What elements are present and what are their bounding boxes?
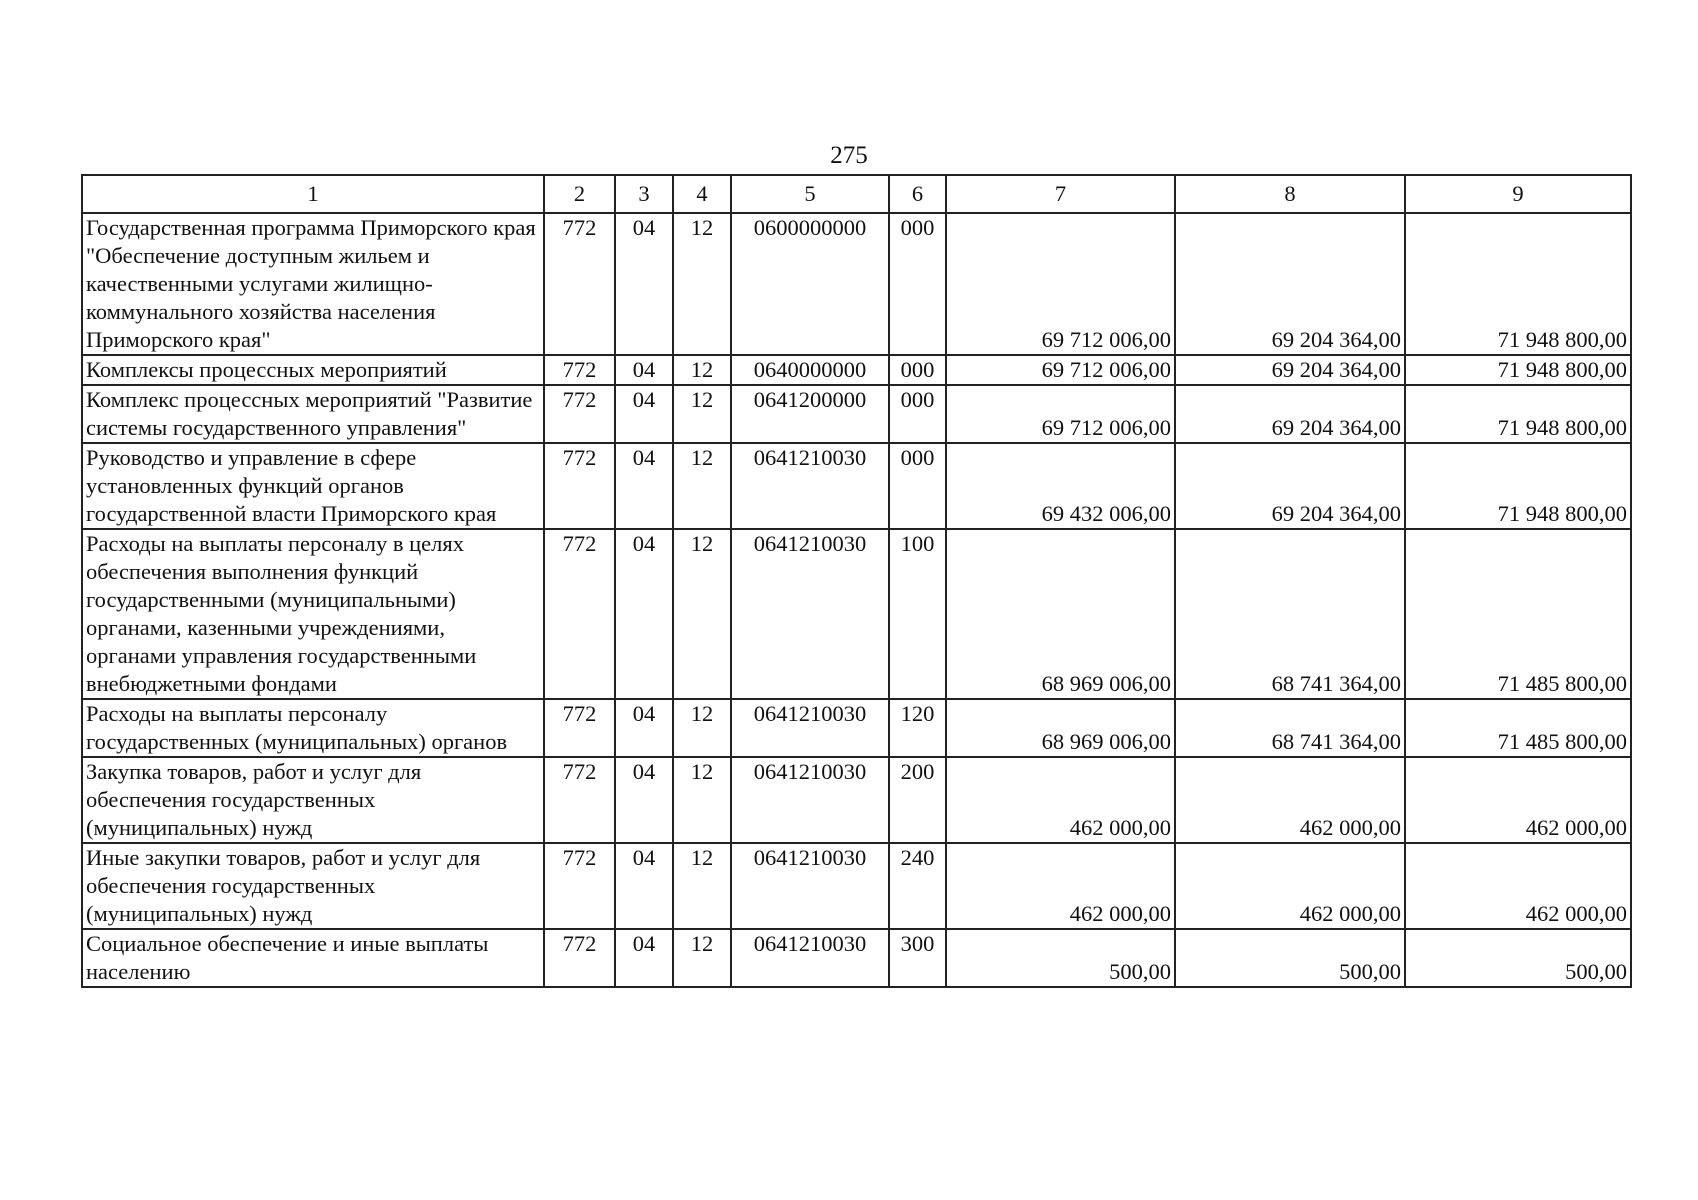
cell-col-3: 04 bbox=[615, 213, 673, 355]
cell-col-6: 000 bbox=[889, 443, 946, 529]
cell-col-3: 04 bbox=[615, 529, 673, 699]
table-row bbox=[82, 355, 1631, 385]
cell-col-6: 100 bbox=[889, 529, 946, 699]
cell-col-3: 04 bbox=[615, 929, 673, 987]
column-header: 3 bbox=[615, 175, 673, 213]
cell-col-4: 12 bbox=[673, 929, 731, 987]
cell-col-7: 69 712 006,00 bbox=[946, 385, 1175, 443]
cell-col-9: 462 000,00 bbox=[1405, 757, 1631, 843]
cell-col-3: 04 bbox=[615, 355, 673, 385]
table-row bbox=[82, 529, 1631, 699]
cell-col-7: 500,00 bbox=[946, 929, 1175, 987]
column-header: 6 bbox=[889, 175, 946, 213]
cell-col-2: 772 bbox=[544, 213, 615, 355]
page-number: 275 bbox=[830, 142, 868, 169]
cell-col-6: 200 bbox=[889, 757, 946, 843]
cell-col-9: 71 948 800,00 bbox=[1405, 355, 1631, 385]
cell-col-6: 000 bbox=[889, 355, 946, 385]
cell-col-5: 0600000000 bbox=[731, 213, 889, 355]
cell-col-2: 772 bbox=[544, 699, 615, 757]
cell-col-4: 12 bbox=[673, 355, 731, 385]
cell-col-8: 500,00 bbox=[1175, 929, 1405, 987]
cell-col-2: 772 bbox=[544, 843, 615, 929]
cell-col-6: 120 bbox=[889, 699, 946, 757]
cell-col-7: 69 712 006,00 bbox=[946, 213, 1175, 355]
budget-table bbox=[81, 174, 1632, 988]
cell-col-4: 12 bbox=[673, 443, 731, 529]
cell-col-3: 04 bbox=[615, 757, 673, 843]
cell-col-9: 71 485 800,00 bbox=[1405, 699, 1631, 757]
column-header: 7 bbox=[946, 175, 1175, 213]
cell-col-9: 500,00 bbox=[1405, 929, 1631, 987]
cell-col-3: 04 bbox=[615, 385, 673, 443]
cell-col-8: 69 204 364,00 bbox=[1175, 443, 1405, 529]
cell-col-2: 772 bbox=[544, 929, 615, 987]
column-header: 1 bbox=[82, 175, 544, 213]
cell-col-3: 04 bbox=[615, 699, 673, 757]
column-header: 5 bbox=[731, 175, 889, 213]
cell-col-5: 0641210030 bbox=[731, 757, 889, 843]
row-name: Государственная программа Приморского края "Обеспечение доступным жильем и качественными услугами жилищно-коммунального хозяйства населения Приморского края" bbox=[82, 213, 544, 355]
cell-col-7: 69 712 006,00 bbox=[946, 355, 1175, 385]
column-header: 2 bbox=[544, 175, 615, 213]
cell-col-9: 462 000,00 bbox=[1405, 843, 1631, 929]
cell-col-2: 772 bbox=[544, 443, 615, 529]
row-name: Комплекс процессных мероприятий "Развитие системы государственного управления" bbox=[82, 385, 544, 443]
table-row bbox=[82, 929, 1631, 987]
cell-col-8: 68 741 364,00 bbox=[1175, 699, 1405, 757]
cell-col-3: 04 bbox=[615, 443, 673, 529]
cell-col-7: 69 432 006,00 bbox=[946, 443, 1175, 529]
cell-col-5: 0640000000 bbox=[731, 355, 889, 385]
table-row bbox=[82, 699, 1631, 757]
table-row bbox=[82, 385, 1631, 443]
row-name: Расходы на выплаты персоналу государственных (муниципальных) органов bbox=[82, 699, 544, 757]
cell-col-6: 000 bbox=[889, 385, 946, 443]
cell-col-6: 000 bbox=[889, 213, 946, 355]
cell-col-4: 12 bbox=[673, 757, 731, 843]
cell-col-3: 04 bbox=[615, 843, 673, 929]
cell-col-9: 71 485 800,00 bbox=[1405, 529, 1631, 699]
row-name: Социальное обеспечение и иные выплаты населению bbox=[82, 929, 544, 987]
cell-col-2: 772 bbox=[544, 355, 615, 385]
cell-col-2: 772 bbox=[544, 529, 615, 699]
table-row bbox=[82, 213, 1631, 355]
table-header-row bbox=[82, 175, 1631, 213]
cell-col-8: 68 741 364,00 bbox=[1175, 529, 1405, 699]
cell-col-9: 71 948 800,00 bbox=[1405, 443, 1631, 529]
cell-col-5: 0641210030 bbox=[731, 443, 889, 529]
row-name: Комплексы процессных мероприятий bbox=[82, 355, 544, 385]
row-name: Руководство и управление в сфере установленных функций органов государственной власти Приморского края bbox=[82, 443, 544, 529]
row-name: Иные закупки товаров, работ и услуг для обеспечения государственных (муниципальных) нужд bbox=[82, 843, 544, 929]
cell-col-7: 68 969 006,00 bbox=[946, 699, 1175, 757]
cell-col-4: 12 bbox=[673, 699, 731, 757]
row-name: Закупка товаров, работ и услуг для обеспечения государственных (муниципальных) нужд bbox=[82, 757, 544, 843]
cell-col-8: 69 204 364,00 bbox=[1175, 355, 1405, 385]
column-header: 9 bbox=[1405, 175, 1631, 213]
cell-col-8: 69 204 364,00 bbox=[1175, 385, 1405, 443]
cell-col-8: 462 000,00 bbox=[1175, 757, 1405, 843]
table-row bbox=[82, 757, 1631, 843]
cell-col-4: 12 bbox=[673, 843, 731, 929]
cell-col-5: 0641200000 bbox=[731, 385, 889, 443]
cell-col-9: 71 948 800,00 bbox=[1405, 385, 1631, 443]
cell-col-2: 772 bbox=[544, 757, 615, 843]
cell-col-7: 462 000,00 bbox=[946, 843, 1175, 929]
cell-col-7: 68 969 006,00 bbox=[946, 529, 1175, 699]
cell-col-6: 300 bbox=[889, 929, 946, 987]
cell-col-2: 772 bbox=[544, 385, 615, 443]
cell-col-5: 0641210030 bbox=[731, 699, 889, 757]
cell-col-7: 462 000,00 bbox=[946, 757, 1175, 843]
column-header: 4 bbox=[673, 175, 731, 213]
cell-col-4: 12 bbox=[673, 385, 731, 443]
cell-col-6: 240 bbox=[889, 843, 946, 929]
cell-col-9: 71 948 800,00 bbox=[1405, 213, 1631, 355]
row-name: Расходы на выплаты персоналу в целях обеспечения выполнения функций государственными (муниципальными) органами, казенными учреждениями, органами управления государственными внебюджетными фондами bbox=[82, 529, 544, 699]
table-row bbox=[82, 843, 1631, 929]
cell-col-8: 69 204 364,00 bbox=[1175, 213, 1405, 355]
cell-col-5: 0641210030 bbox=[731, 529, 889, 699]
cell-col-5: 0641210030 bbox=[731, 843, 889, 929]
column-header: 8 bbox=[1175, 175, 1405, 213]
cell-col-8: 462 000,00 bbox=[1175, 843, 1405, 929]
table-row bbox=[82, 443, 1631, 529]
cell-col-4: 12 bbox=[673, 529, 731, 699]
cell-col-5: 0641210030 bbox=[731, 929, 889, 987]
cell-col-4: 12 bbox=[673, 213, 731, 355]
